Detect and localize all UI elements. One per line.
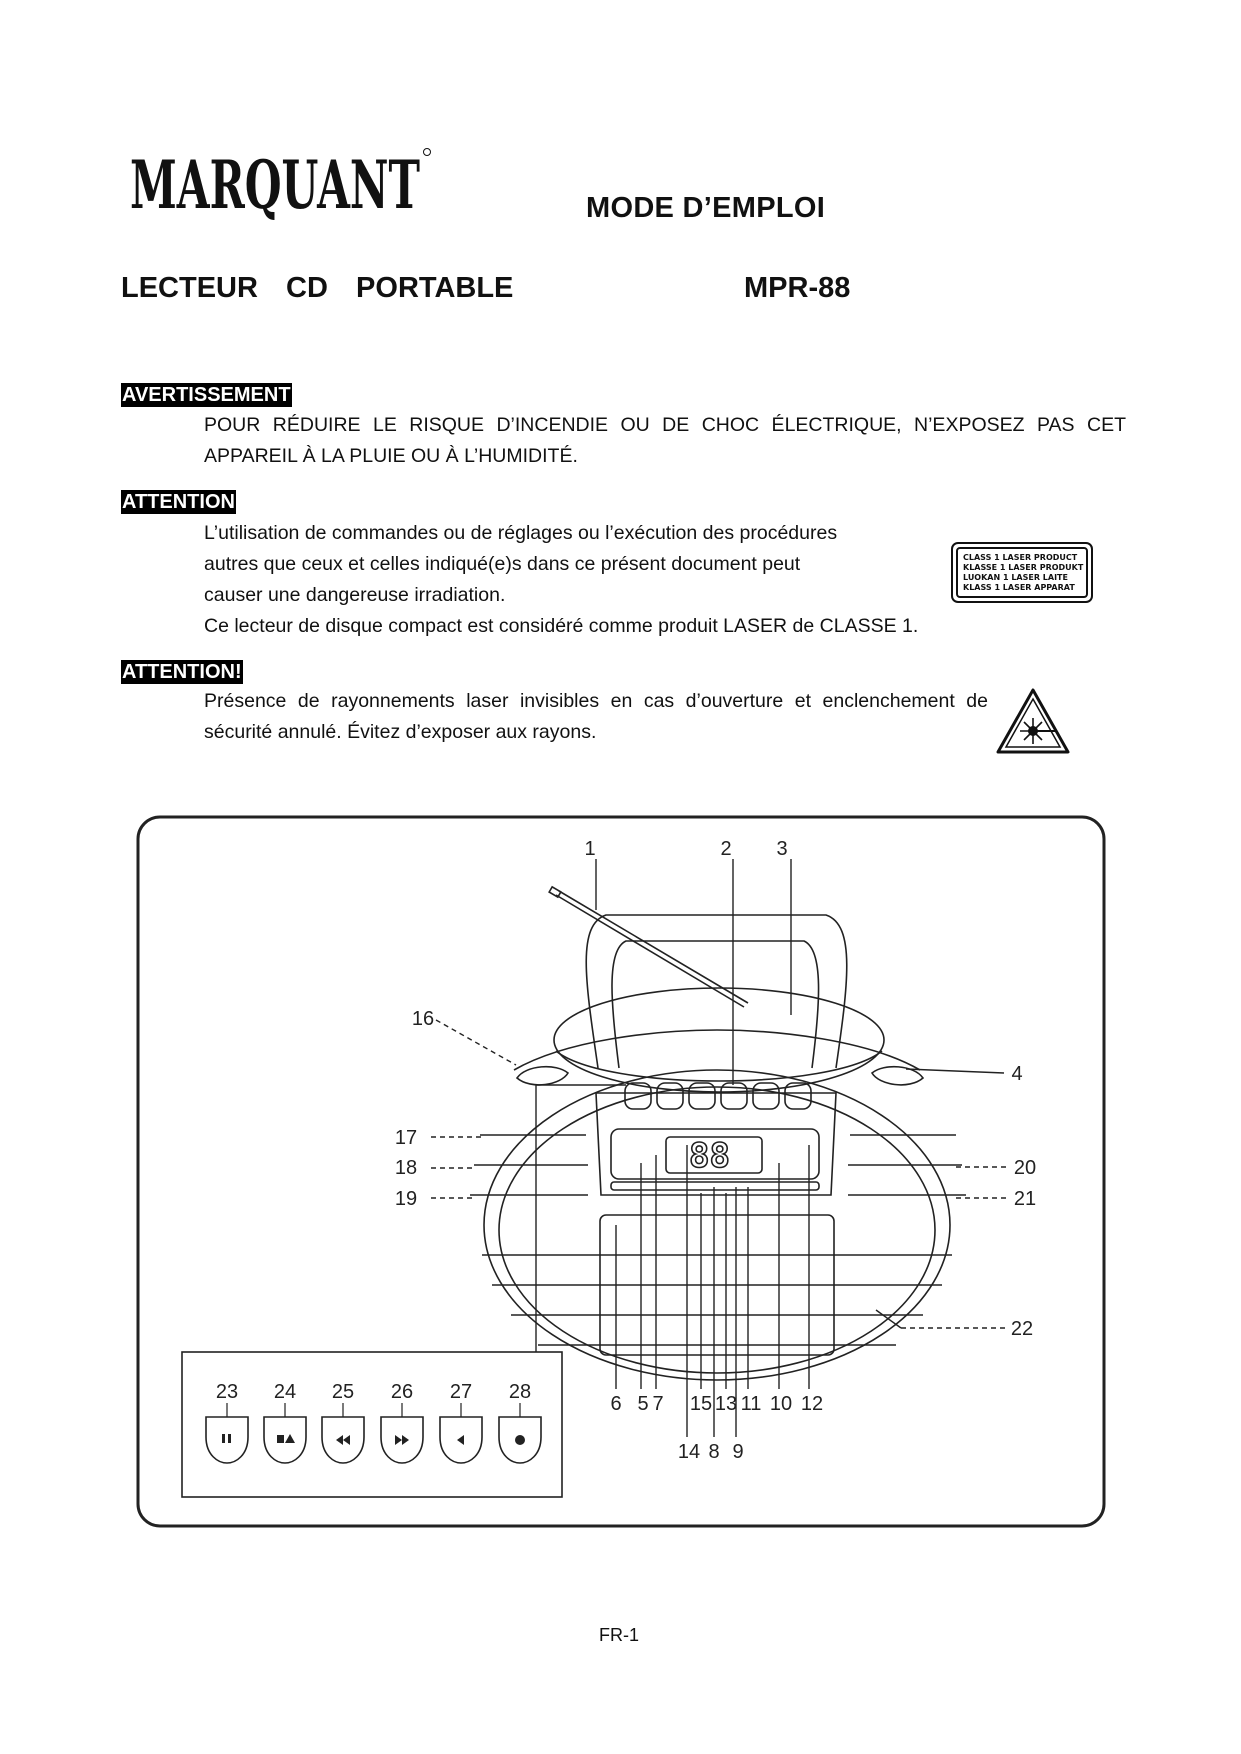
record-icon <box>515 1435 525 1445</box>
avertissement-line-1: POUR RÉDUIRE LE RISQUE D’INCENDIE OU DE CHOC ÉLECTRIQUE, N’EXPOSEZ PAS CET <box>204 414 1126 436</box>
button-number-24: 24 <box>273 1381 297 1403</box>
callout-14: 14 <box>677 1441 701 1463</box>
callout-22: 22 <box>1010 1318 1034 1340</box>
callout-18: 18 <box>394 1157 418 1179</box>
callout-1: 1 <box>584 838 596 860</box>
marquant-logo <box>128 140 438 230</box>
avertissement-text <box>204 410 1126 472</box>
button-number-23: 23 <box>215 1381 239 1403</box>
stop-eject-button <box>264 1417 306 1463</box>
attention-line-2: autres que ceux et celles indiqué(e)s dans ce présent document peut <box>204 553 801 575</box>
callout-7: 7 <box>652 1393 664 1415</box>
attention-text <box>204 518 1004 642</box>
brand-wordmark: MARQUANT <box>130 146 420 224</box>
doc-title: MODE D’EMPLOI <box>586 192 826 224</box>
pause-button <box>206 1417 248 1463</box>
avertissement-tag: AVERTISSEMENT <box>122 384 291 406</box>
callout-17: 17 <box>394 1127 418 1149</box>
display-digits: 88 <box>689 1136 730 1176</box>
callout-15: 15 <box>689 1393 713 1415</box>
callout-9: 9 <box>732 1441 744 1463</box>
laser-label-line-2: KLASSE 1 LASER PRODUKT <box>963 563 1084 572</box>
laser-label-line-3: LUOKAN 1 LASER LAITE <box>963 573 1068 582</box>
attention-laser-line-1: Présence de rayonnements laser invisibles en cas d’ouverture et enclenchement de <box>204 690 988 712</box>
product-diagram <box>136 815 1106 1528</box>
class1-laser-label <box>951 542 1093 603</box>
button-number-28: 28 <box>508 1381 532 1403</box>
attention-tag: ATTENTION <box>122 491 235 513</box>
callout-11: 11 <box>740 1393 762 1415</box>
button-number-25: 25 <box>331 1381 355 1403</box>
callout-12: 12 <box>800 1393 824 1415</box>
callout-16: 16 <box>411 1008 435 1030</box>
buttons-inset <box>182 1352 562 1497</box>
callout-19: 19 <box>394 1188 418 1210</box>
attention-line-3: causer une dangereuse irradiation. <box>204 584 506 606</box>
laser-label-line-1: CLASS 1 LASER PRODUCT <box>963 553 1078 562</box>
attention-laser-text <box>204 686 988 748</box>
callout-10: 10 <box>769 1393 793 1415</box>
laser-warning-icon <box>995 686 1071 756</box>
registered-mark <box>424 149 431 156</box>
callout-3: 3 <box>776 838 788 860</box>
button-number-27: 27 <box>449 1381 473 1403</box>
product-name: LECTEUR CD PORTABLE <box>121 272 514 304</box>
page-number: FR-1 <box>599 1625 639 1645</box>
button-number-26: 26 <box>390 1381 414 1403</box>
avertissement-line-2: APPAREIL À LA PLUIE OU À L’HUMIDITÉ. <box>204 445 578 467</box>
attention-laser-line-2: sécurité annulé. Évitez d’exposer aux rayons. <box>204 721 597 743</box>
callout-20: 20 <box>1013 1157 1037 1179</box>
laser-label-line-4: KLASS 1 LASER APPARAT <box>963 583 1075 592</box>
attention-line-4: Ce lecteur de disque compact est considéré comme produit LASER de CLASSE 1. <box>204 615 919 637</box>
callout-21: 21 <box>1013 1188 1037 1210</box>
model-number: MPR-88 <box>744 272 851 304</box>
attention-laser-tag: ATTENTION! <box>122 661 242 683</box>
callout-4: 4 <box>1011 1063 1023 1085</box>
callout-5: 5 <box>637 1393 649 1415</box>
attention-line-1: L’utilisation de commandes ou de réglages ou l’exécution des procédures <box>204 522 838 544</box>
callout-8: 8 <box>708 1441 720 1463</box>
callout-13: 13 <box>714 1393 738 1415</box>
callout-6: 6 <box>610 1393 622 1415</box>
callout-2: 2 <box>720 838 732 860</box>
